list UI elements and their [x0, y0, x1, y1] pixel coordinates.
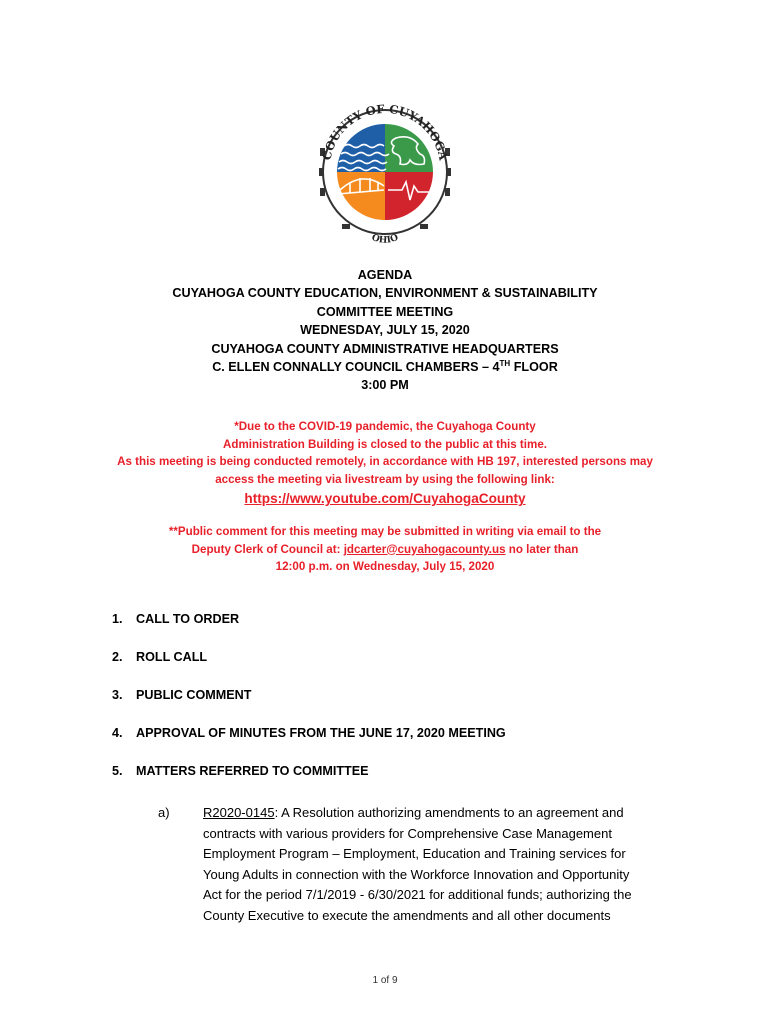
agenda-item-approval-of-minutes: 4. APPROVAL OF MINUTES FROM THE JUNE 17, 2020 MEETING	[112, 726, 506, 740]
clerk-email-link[interactable]: jdcarter@cuyahogacounty.us	[343, 542, 506, 556]
logo-text-bottom: OHIO	[370, 232, 400, 246]
covid-notice: *Due to the COVID-19 pandemic, the Cuyahoga County Administration Building is closed to the public at this time. As this meeting is being conducted remotely, in accordance with HB 197, interested persons may access the meeting via livestream by using the following link: https://www.youtube.com/CuyahogaCounty	[117, 420, 653, 507]
logo-text-top: COUNTY OF CUYAHOGA	[319, 101, 451, 162]
agenda-item-public-comment: 3. PUBLIC COMMENT	[112, 688, 252, 702]
heading-time: 3:00 PM	[361, 378, 409, 393]
page-number: 1 of 9	[372, 975, 398, 986]
heading-title: AGENDA	[357, 268, 413, 282]
resolution-number-link[interactable]: R2020-0145	[203, 805, 275, 820]
agenda-heading	[0, 266, 770, 395]
heading-committee: CUYAHOGA COUNTY EDUCATION, ENVIRONMENT & SUSTAINABILITY	[172, 286, 598, 301]
subitem-letter: a)	[158, 805, 170, 820]
county-seal-logo	[314, 98, 456, 246]
heading-location: CUYAHOGA COUNTY ADMINISTRATIVE HEADQUARTERS	[211, 341, 559, 356]
agenda-item-matters-referred: 5. MATTERS REFERRED TO COMMITTEE	[112, 764, 369, 778]
heading-meeting: COMMITTEE MEETING	[316, 304, 454, 319]
public-comment-notice: **Public comment for this meeting may be submitted in writing via email to the Deputy Clerk of Council at: jdcarter@cuyahogacounty.us no later than 12:00 p.m. on Wednesday, July 15, 2020	[168, 525, 602, 574]
livestream-link[interactable]: https://www.youtube.com/CuyahogaCounty	[244, 491, 526, 507]
heading-room: C. ELLEN CONNALLY COUNCIL CHAMBERS – 4TH FLOOR	[212, 358, 558, 375]
heading-date: WEDNESDAY, JULY 15, 2020	[300, 323, 470, 338]
agenda-item-call-to-order: 1. CALL TO ORDER	[112, 612, 240, 626]
agenda-item-roll-call: 2. ROLL CALL	[112, 650, 208, 664]
subitem-body: R2020-0145: A Resolution authorizing amendments to an agreement and contracts with various providers for Comprehensive Case Management Employment Program – Employment, Education and Training services for Young Adults in connection with the Workforce Innovation and Opportunity Act for the period 7/1/2019 - 6/30/2021 for additional funds; authorizing the County Executive to execute the amendments and all other documents	[203, 805, 632, 923]
